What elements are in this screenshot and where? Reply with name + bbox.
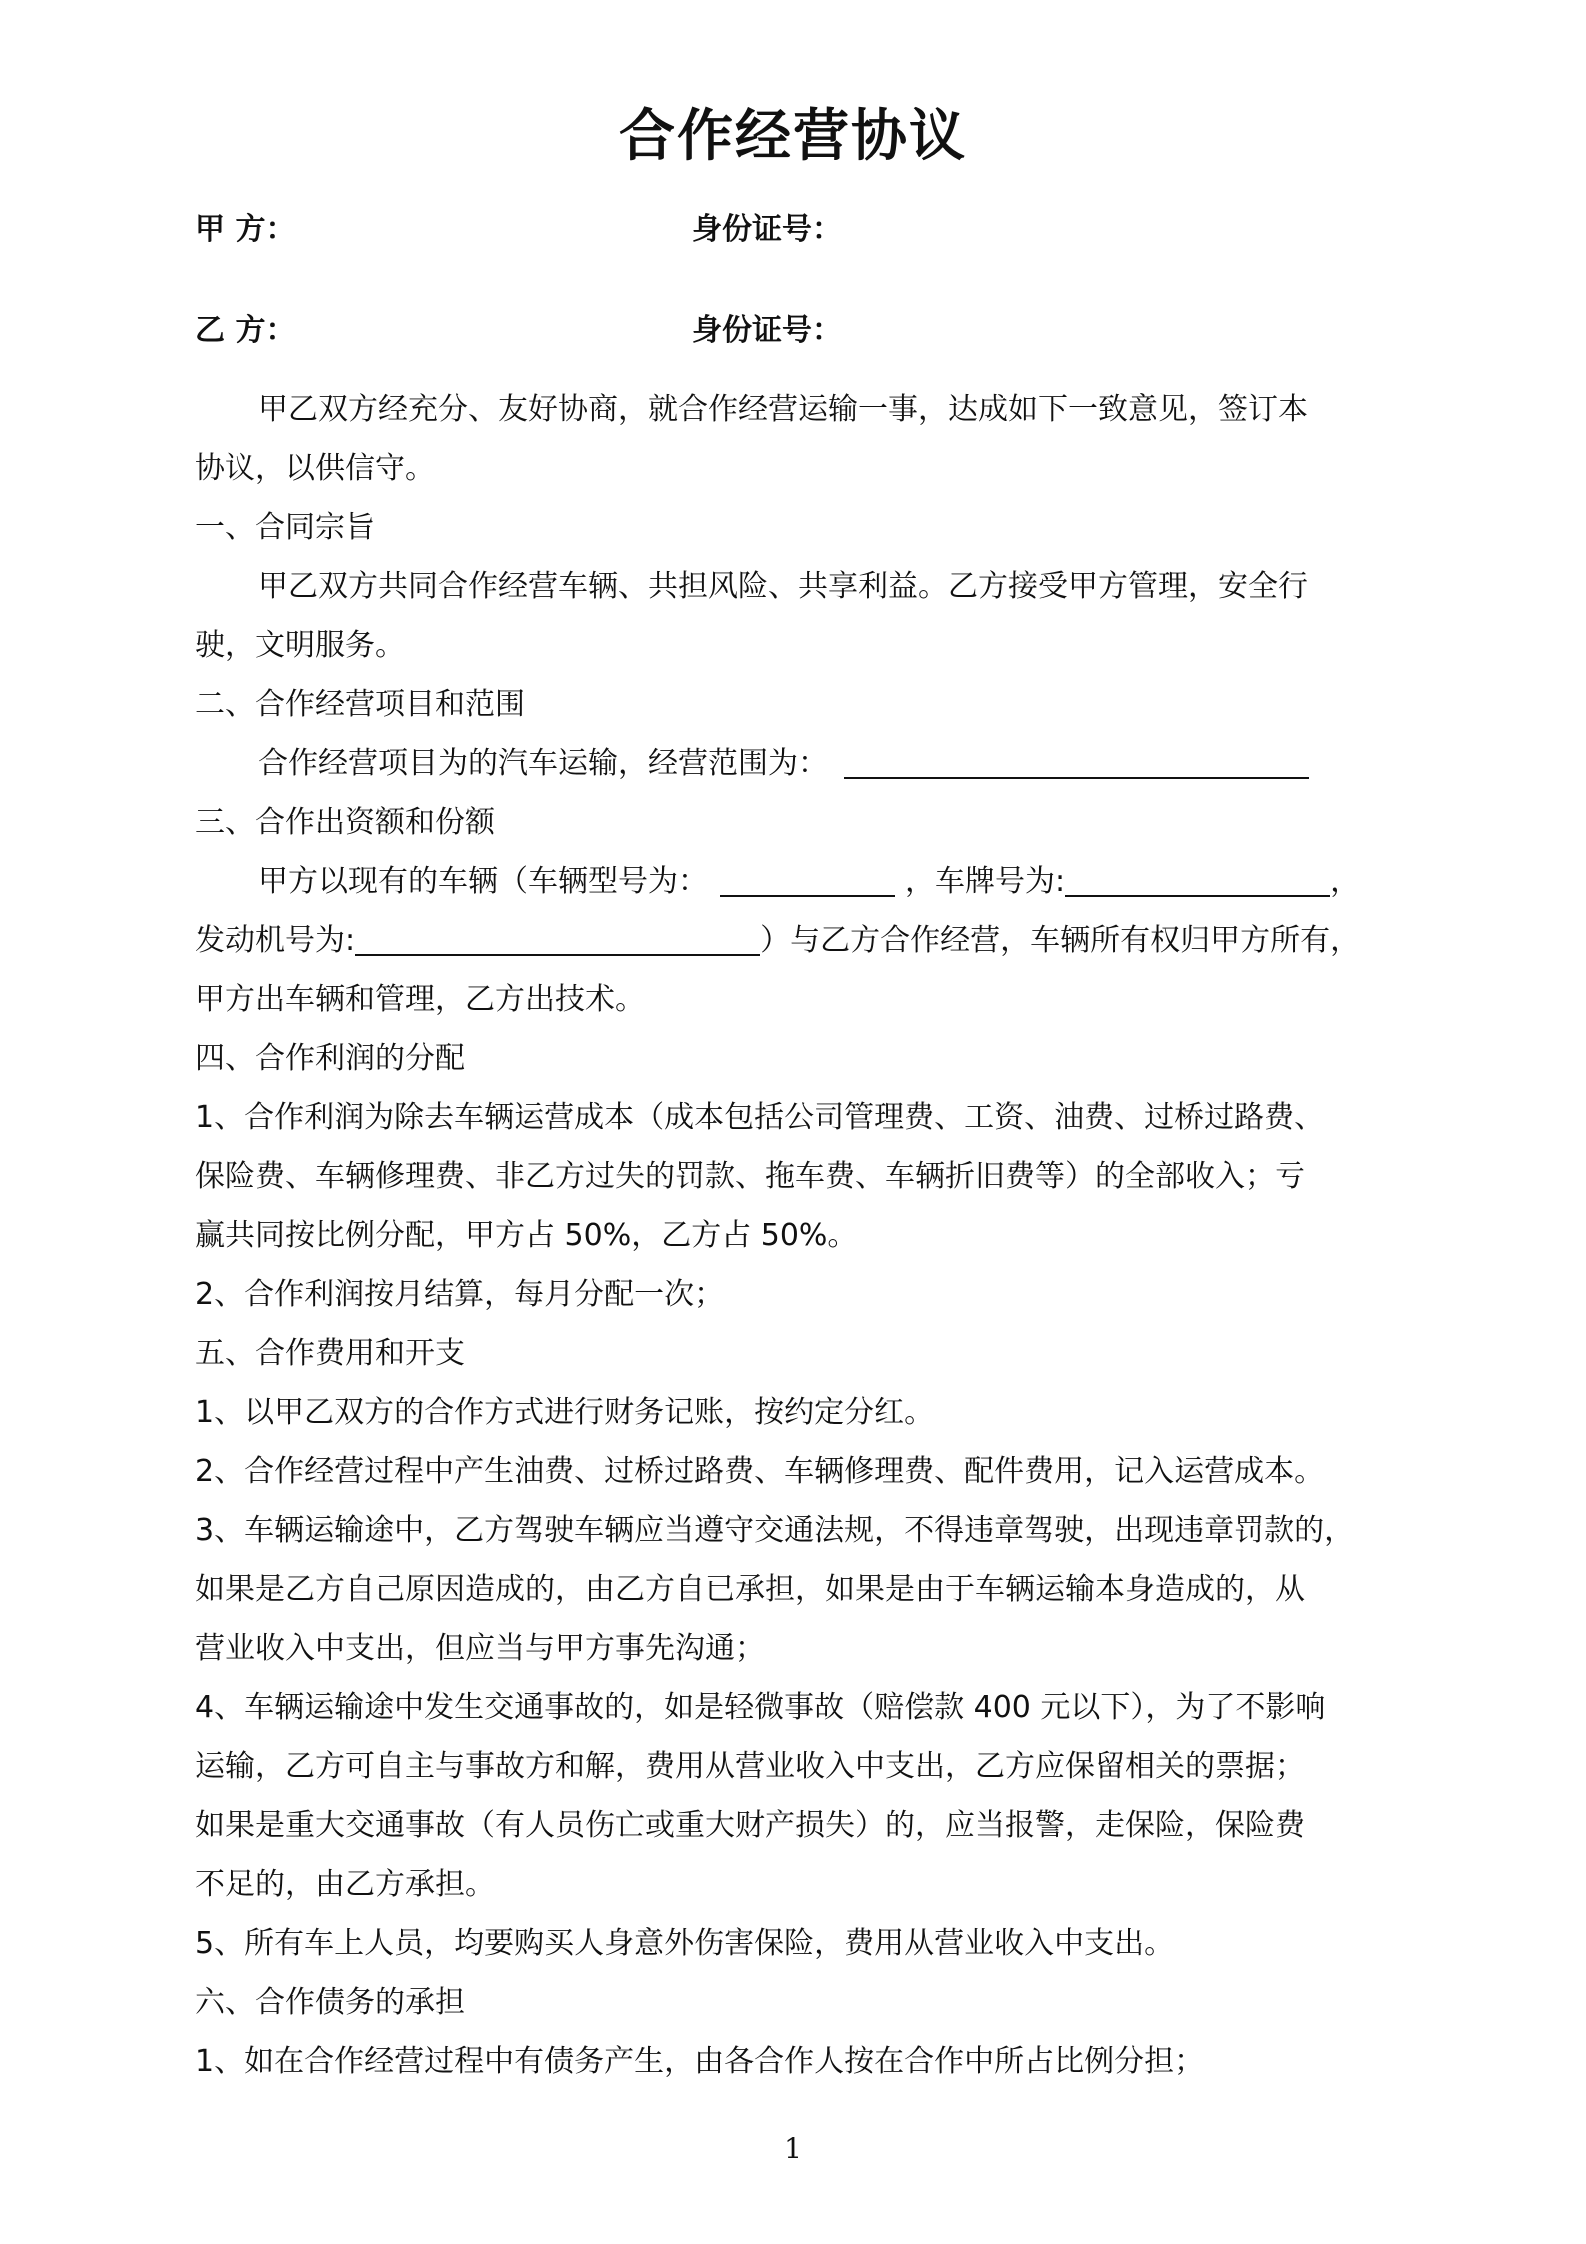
party-b-label: 乙 方： [195,313,296,348]
document-title: 合作经营协议 [619,104,967,169]
section-1-para-line-1: 甲乙双方共同合作经营车辆、共担风险、共享利益。乙方接受甲方管理，安全行 [258,569,1308,604]
party-a-label: 甲 方： [195,212,296,247]
section-6-title: 六、合作债务的承担 [195,1985,465,2020]
vehicle-model-text: 甲方以现有的车辆（车辆型号为： [258,864,708,899]
preamble-line-2: 协议，以供信守。 [195,451,435,486]
section-5-item-2: 2、合作经营过程中产生油费、过桥过路费、车辆修理费、配件费用，记入运营成本。 [195,1454,1325,1489]
section-3-title: 三、合作出资额和份额 [195,805,495,840]
comma-text: ， [1330,864,1361,899]
section-3-line-3: 甲方出车辆和管理，乙方出技术。 [195,982,645,1017]
section-5-item-4-line-2: 运输，乙方可自主与事故方和解，费用从营业收入中支出，乙方应保留相关的票据； [195,1749,1305,1784]
section-2-text: 合作经营项目为的汽车运输，经营范围为： [258,746,828,781]
business-scope-blank [844,747,1309,779]
section-4-item-1-line-2: 保险费、车辆修理费、非乙方过失的罚款、拖车费、车辆折旧费等）的全部收入；亏 [195,1159,1305,1194]
engine-number-blank [355,924,760,956]
ownership-text: ）与乙方合作经营，车辆所有权归甲方所有， [760,923,1361,958]
plate-number-blank [1065,865,1330,897]
section-4-item-2: 2、合作利润按月结算，每月分配一次； [195,1277,725,1312]
section-5-item-3-line-2: 如果是乙方自己原因造成的，由乙方自已承担，如果是由于车辆运输本身造成的，从 [195,1572,1305,1607]
section-5-item-5: 5、所有车上人员，均要购买人身意外伤害保险，费用从营业收入中支出。 [195,1926,1175,1961]
section-5-item-4-line-4: 不足的，由乙方承担。 [195,1867,495,1902]
section-5-item-1: 1、以甲乙双方的合作方式进行财务记账，按约定分红。 [195,1395,935,1430]
section-5-item-3-line-1: 3、车辆运输途中，乙方驾驶车辆应当遵守交通法规，不得违章驾驶，出现违章罚款的， [195,1513,1355,1548]
party-b-id-label: 身份证号： [692,313,842,348]
plate-number-text: ，车牌号为: [905,864,1066,899]
section-5-title: 五、合作费用和开支 [195,1336,465,1371]
section-4-title: 四、合作利润的分配 [195,1041,465,1076]
preamble-line-1: 甲乙双方经充分、友好协商，就合作经营运输一事，达成如下一致意见，签订本 [258,392,1308,427]
section-1-title: 一、合同宗旨 [195,510,375,545]
section-4-item-1-line-1: 1、合作利润为除去车辆运营成本（成本包括公司管理费、工资、油费、过桥过路费、 [195,1100,1325,1135]
engine-number-text: 发动机号为: [195,923,356,958]
section-5-item-4-line-1: 4、车辆运输途中发生交通事故的，如是轻微事故（赔偿款 400 元以下），为了不影响 [195,1690,1326,1725]
section-2-title: 二、合作经营项目和范围 [195,687,525,722]
section-2-para [258,744,1309,784]
page-number: 1 [784,2132,802,2165]
section-3-line-2 [195,921,1360,961]
vehicle-model-blank [720,865,895,897]
section-3-line-1 [258,862,1360,902]
section-5-item-4-line-3: 如果是重大交通事故（有人员伤亡或重大财产损失）的，应当报警，走保险，保险费 [195,1808,1305,1843]
section-4-item-1-line-3: 赢共同按比例分配，甲方占 50%，乙方占 50%。 [195,1218,858,1253]
section-5-item-3-line-3: 营业收入中支出，但应当与甲方事先沟通； [195,1631,765,1666]
section-6-item-1: 1、如在合作经营过程中有债务产生，由各合作人按在合作中所占比例分担； [195,2044,1205,2079]
section-1-para-line-2: 驶，文明服务。 [195,628,405,663]
party-a-id-label: 身份证号： [692,212,842,247]
